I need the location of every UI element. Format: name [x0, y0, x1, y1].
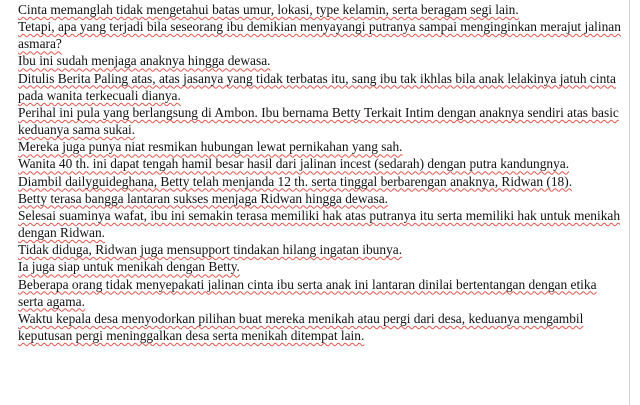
document-page[interactable] [18, 0, 630, 405]
paragraph[interactable]: Betty terasa bangga lantaran sukses menjaga Ridwan hingga dewasa. [18, 190, 388, 206]
paragraph[interactable]: Wanita 40 th. ini dapat tengah hamil besar hasil dari jalinan incest (sedarah) dengan putra kandungnya. [18, 156, 570, 172]
paragraph[interactable]: Perihal ini pula yang berlangsung di Ambon. Ibu bernama Betty Terkait Intim dengan anaknya sendiri atas basic keduanya sama sukai. [18, 104, 619, 138]
paragraph[interactable]: Diambil dailyguideghana, Betty telah menjanda 12 th. serta tinggal berbarengan anaknya, Ridwan (18). [18, 173, 573, 189]
paragraph[interactable]: Beberapa orang tidak menyepakati jalinan cinta ibu serta anak ini lantaran dinilai bertentangan dengan etika serta agama. [18, 276, 597, 309]
paragraph[interactable]: Cinta memanglah tidak mengetahui batas umur, lokasi, type kelamin, serta beragam segi lain. [18, 2, 519, 17]
paragraph[interactable]: Tidak diduga, Ridwan juga mensupport tindakan hilang ingatan ibunya. [18, 242, 403, 258]
paragraph[interactable]: Mereka juga punya niat resmikan hubungan lewat pernikahan yang sah. [18, 139, 403, 155]
document-body[interactable] [18, 0, 624, 344]
paragraph[interactable]: Tetapi, apa yang terjadi bila seseorang ibu demikian menyayangi putranya sampai menginginkan merajut jalinan asmara? [18, 19, 621, 52]
paragraph[interactable]: Ditulis Berita Paling atas, atas jasanya yang tidak terbatas itu, sang ibu tak ikhlas bila anak lelakinya jatuh cinta pada wanita terkecuali dianya. [18, 70, 616, 103]
left-margin [0, 0, 18, 405]
paragraph[interactable]: Ia juga siap untuk menikah dengan Betty. [18, 259, 240, 275]
paragraph[interactable]: Selesai suaminya wafat, ibu ini semakin terasa memiliki hak atas putranya itu serta memiliki hak untuk menikah dengan Ridwan. [18, 207, 621, 241]
paragraph[interactable]: Waktu kepala desa menyodorkan pilihan buat mereka menikah atau pergi dari desa, keduanya mengambil keputusan pergi meninggalkan desa serta menikah ditempat lain. [18, 310, 584, 343]
paragraph[interactable]: Ibu ini sudah menjaga anaknya hingga dewasa. [18, 53, 271, 69]
